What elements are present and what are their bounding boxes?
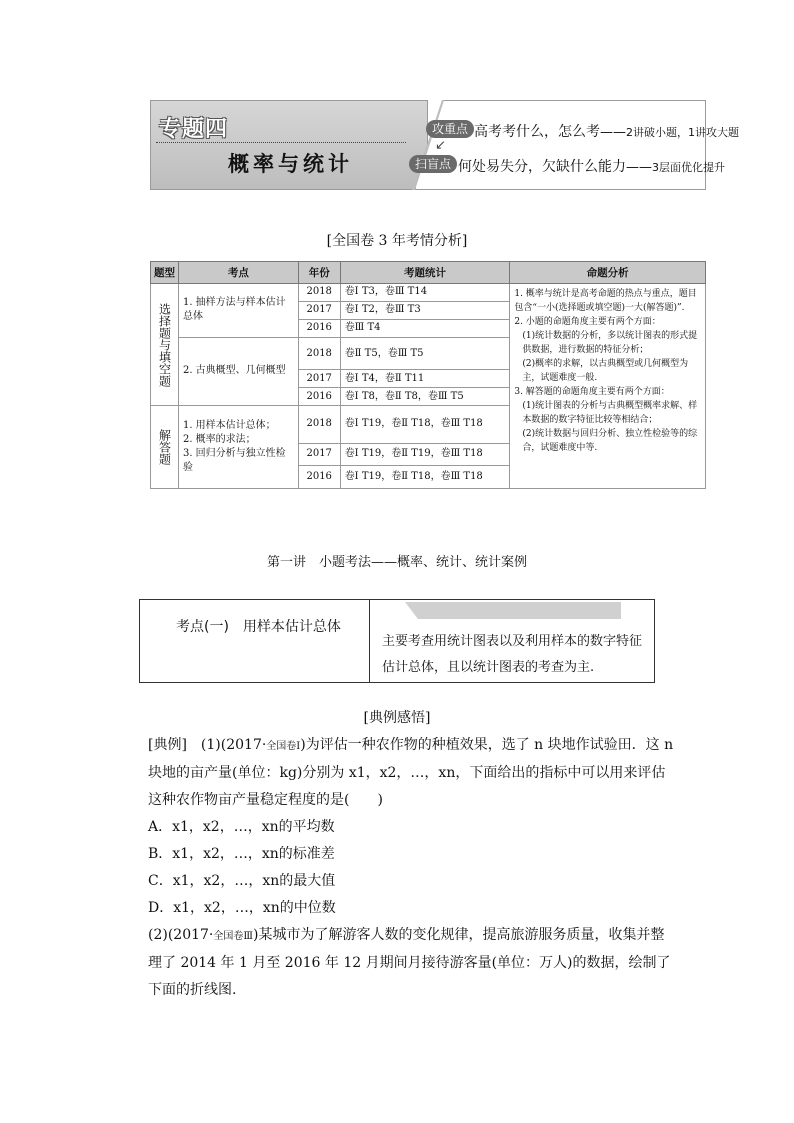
question-1-lead: [典例] (1)(2017· [148,737,267,753]
stat-cell: 卷Ⅰ T8，卷Ⅱ T8，卷Ⅲ T5 [340,388,510,406]
banner-line-2-main: 何处易失分，欠缺什么能力 [458,159,626,175]
analysis-point-2: 2. 小题的命题角度主要有两个方面： [514,317,661,327]
header-topic: 考点 [178,262,298,284]
analysis-point-2b: (2)概率的求解，以古典概型或几何概型为主，试题难度一般. [522,359,689,383]
key-point-decor-bar [405,602,621,619]
year-cell: 2016 [298,466,340,489]
stat-cell: 卷Ⅱ T5，卷Ⅲ T5 [340,337,510,370]
analysis-cell [510,284,706,489]
question-1 [148,732,678,814]
banner-line-2-sub: 3层面优化提升 [652,161,725,174]
banner-line-2 [458,156,725,176]
year-cell: 2016 [298,388,340,406]
year-cell: 2017 [298,301,340,319]
question-2-text: )某城市为了解游客人数的变化规律，提高旅游服务质量，收集并整理了 2014 年 1 月至 2016 年 12 月期间月接待游客量(单位：万人)的数据，绘制了下面的折线图. [148,927,671,998]
option-b: B．x1，x2，…，xn的标准差 [148,846,335,862]
question-1-source: 全国卷Ⅰ [266,741,301,752]
option-d: D．x1，x2，…，xn的中位数 [148,900,336,916]
option-a: A．x1，x2，…，xn的平均数 [148,819,335,835]
stat-cell: 卷Ⅰ T19，卷Ⅱ T18，卷Ⅲ T18 [340,406,510,444]
banner-line-1 [474,121,739,141]
analysis-point-3a: (1)统计图表的分析与古典概型概率求解、样本数据的数字特征比较等相结合； [522,401,698,425]
question-2-lead: (2)(2017· [148,927,214,943]
banner-divider [156,142,406,143]
arrow-down-icon: ↙ [435,138,446,153]
key-point-description: 主要考查用统计图表以及利用样本的数字特征估计总体，且以统计图表的考查为主. [382,634,643,675]
question-1-text: )为评估一种农作物的种植效果，选了 n 块地作试验田．这 n 块地的亩产量(单位：kg)分别为 x1，x2，…，xn，下面给出的指标中可以用来评估这种农作物亩产量稳定程度的是( ) [148,737,674,808]
banner-right-panel [415,100,706,190]
table-row [151,284,706,302]
analysis-point-2a: (1)统计数据的分析，多以统计图表的形式提供数据，进行数据的特征分析； [522,331,698,355]
year-cell: 2018 [298,284,340,302]
type-answer: 解答题 [151,406,179,489]
year-cell: 2018 [298,406,340,444]
topic-answer-3: 3. 回归分析与独立性检验 [182,448,286,474]
table-header-row [151,262,706,284]
topic-number: 专题四 [159,117,229,142]
key-point-box [139,599,655,683]
lecture-title: 第一讲 小题考法——概率、统计、统计案例 [266,555,527,570]
stat-cell: 卷Ⅰ T19，卷Ⅱ T19，卷Ⅲ T18 [340,443,510,466]
banner-line-1-main: 高考考什么，怎么考 [474,124,600,140]
banner-line-1-dash: —— [600,125,626,140]
header-year: 年份 [298,262,340,284]
stat-cell: 卷Ⅰ T2，卷Ⅲ T3 [340,301,510,319]
blindspot-badge: 扫盲点 [409,155,457,173]
topic-banner [150,100,739,190]
analysis-point-3: 3. 解答题的命题角度主要有两个方面： [514,387,670,397]
stat-cell: 卷Ⅰ T4，卷Ⅱ T11 [340,370,510,388]
header-type: 题型 [151,262,179,284]
topic-answer-2: 2. 概率的求法； [182,434,256,446]
header-stats: 考题统计 [340,262,510,284]
key-point-title: 考点(一) 用样本估计总体 [176,619,341,635]
topic-title: 概率与统计 [228,152,353,176]
table-caption: [全国卷 3 年考情分析] [326,233,468,249]
year-cell: 2017 [298,370,340,388]
topic-answer-1: 1. 用样本估计总体； [182,420,276,432]
banner-line-2-dash: —— [626,160,652,175]
year-cell: 2017 [298,443,340,466]
exam-analysis-table [150,261,706,489]
section-label: [典例感悟] [363,710,431,726]
stat-cell: 卷Ⅲ T4 [340,319,510,337]
analysis-point-1: 1. 概率与统计是高考命题的热点与重点，题目包含“一小(选择题或填空题)一大(解答题)”. [514,289,697,313]
key-point-divider [369,600,370,682]
year-cell: 2016 [298,319,340,337]
analysis-point-3b: (2)统计数据与回归分析、独立性检验等的综合，试题难度中等. [522,429,698,453]
stat-cell: 卷Ⅰ T19，卷Ⅱ T18，卷Ⅲ T18 [340,466,510,489]
header-analysis: 命题分析 [510,262,706,284]
topic-answer-items [178,406,298,489]
banner-line-1-sub: 2讲破小题，1讲攻大题 [626,126,739,139]
option-c: C．x1，x2，…，xn的最大值 [148,873,336,889]
year-cell: 2018 [298,337,340,370]
question-2 [148,922,678,1004]
question-2-source: 全国卷Ⅲ [213,931,254,942]
stat-cell: 卷Ⅰ T3，卷Ⅲ T14 [340,284,510,302]
topic-probability-models: 2. 古典概型、几何概型 [178,337,298,406]
type-choice-fill: 选择题与填空题 [151,284,179,406]
topic-sampling: 1. 抽样方法与样本估计总体 [178,284,298,338]
focus-badge: 攻重点 [426,120,474,138]
